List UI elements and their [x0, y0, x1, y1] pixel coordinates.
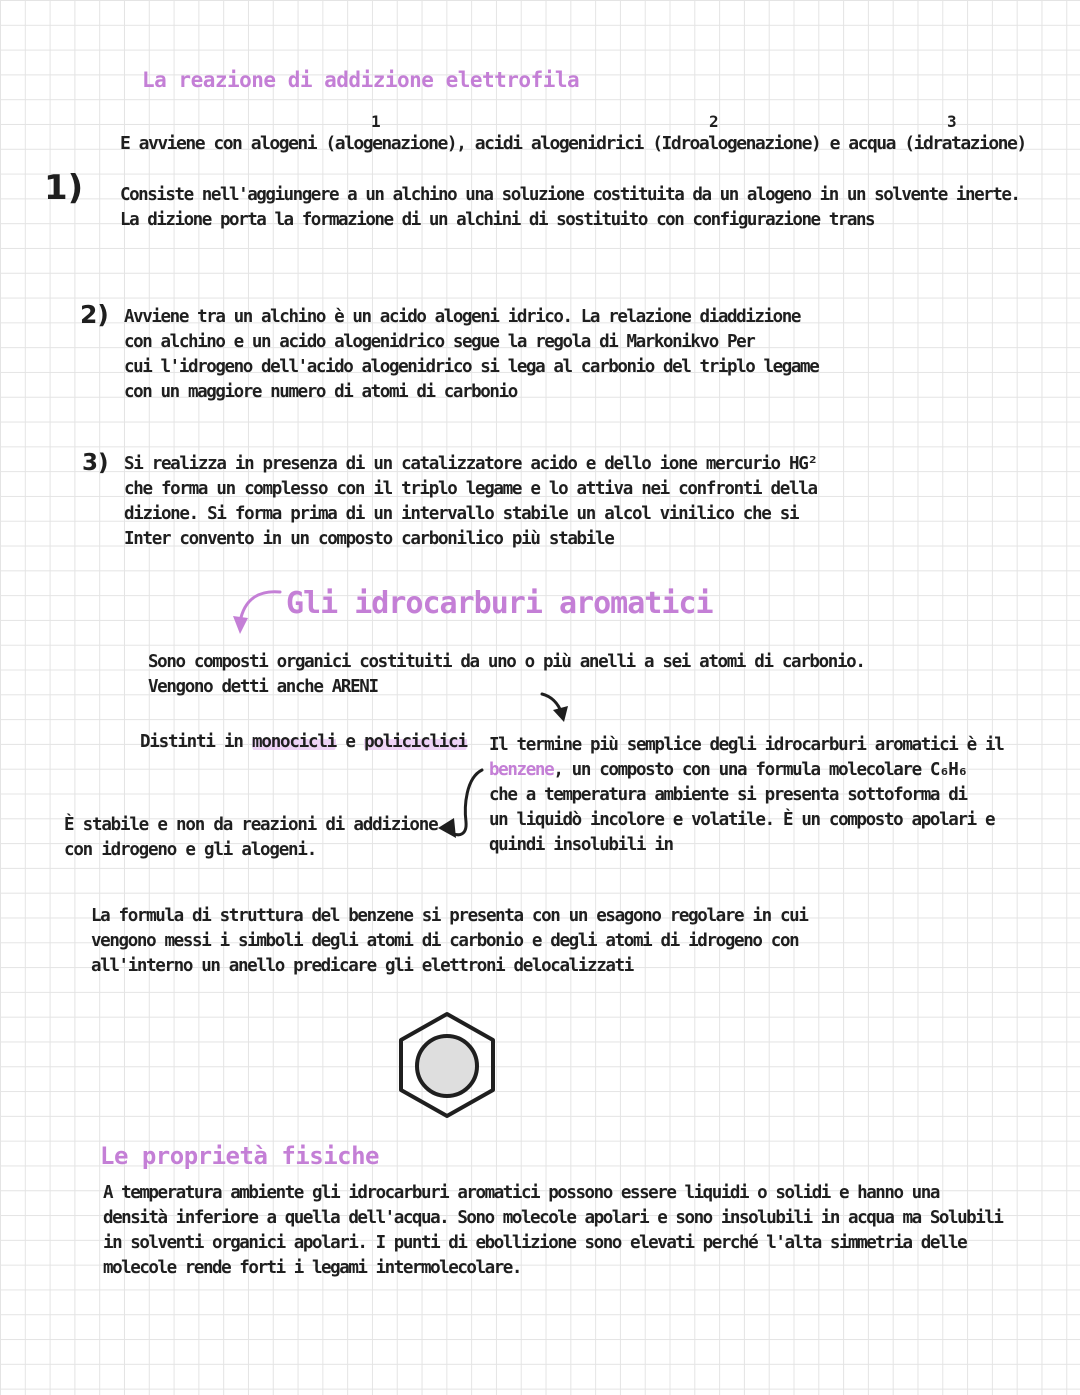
distinti-prefix: Distinti in: [140, 732, 243, 752]
formula-line: all'interno un anello predicare gli elettroni delocalizzati: [91, 956, 633, 976]
section-title-physical-properties: Le proprietà fisiche: [100, 1142, 379, 1170]
arrow-down-icon: [538, 688, 574, 728]
physical-line: in solventi organici apolari. I punti di ebollizione sono elevati perché l'alta simmetria delle: [103, 1233, 967, 1253]
physical-properties-paragraph: [103, 1181, 1003, 1281]
item-3-line: dizione. Si forma prima di un intervallo stabile un alcol vinilico che si: [124, 504, 799, 524]
item-3-text: [124, 452, 817, 552]
item-2-text: [124, 305, 818, 405]
benzene-line: che a temperatura ambiente si presenta sottoforma di: [489, 785, 967, 805]
intro-paragraph: E avviene con alogeni (alogenazione), acidi alogenidrici (Idroalogenazione) e acqua (idratazione): [120, 133, 1026, 154]
physical-line: densità inferiore a quella dell'acqua. Sono molecole apolari e sono insolubili in acqua ma Solubili: [103, 1208, 1003, 1228]
item-number-1: 1): [44, 168, 84, 208]
item-1-text: [120, 183, 1020, 233]
benzene-ring-icon: [395, 1010, 499, 1118]
stability-line: con idrogeno e gli alogeni.: [64, 840, 317, 860]
item-2-line: cui l'idrogeno dell'acido alogenidrico si lega al carbonio del triplo legame: [124, 357, 819, 377]
item-2-line: con alchino e un acido alogenidrico segue la regola di Markonikvo Per: [124, 332, 755, 352]
distinti-line: [140, 730, 467, 755]
formula-line: vengono messi i simboli degli atomi di carbonio e degli atomi di idrogeno con: [91, 931, 799, 951]
formula-paragraph: [91, 904, 808, 979]
benzene-paragraph: [489, 733, 1003, 858]
aromatic-intro: [148, 650, 865, 700]
monocicli-highlight: monocicli: [252, 732, 337, 752]
item-3-line: Inter convento in un composto carbonilico più stabile: [124, 529, 614, 549]
benzene-line: Il termine più semplice degli idrocarburi aromatici è il: [489, 735, 1004, 755]
benzene-word: benzene: [489, 760, 554, 780]
and-word: e: [345, 732, 355, 752]
curved-arrow-icon: [228, 586, 288, 642]
marker-2: 2: [709, 112, 719, 131]
stability-line: È stabile e non da reazioni di addizione: [64, 815, 438, 835]
item-2-line: con un maggiore numero di atomi di carbonio: [124, 382, 517, 402]
benzene-line: quindi insolubili in: [489, 835, 673, 855]
aromatic-intro-line: Vengono detti anche ARENI: [148, 677, 378, 697]
physical-line: molecole rende forti i legami intermolecolare.: [103, 1258, 521, 1278]
aromatic-intro-line: Sono composti organici costituiti da uno o più anelli a sei atomi di carbonio.: [148, 652, 865, 672]
benzene-formula-text: , un composto con una formula molecolare C₆H₆: [553, 760, 967, 780]
item-1-line: La dizione porta la formazione di un alchini di sostituito con configurazione trans: [120, 210, 875, 230]
policiclici-highlight: policiclici: [364, 732, 467, 752]
item-2-line: Avviene tra un alchino è un acido alogeni idrico. La relazione diaddizione: [124, 307, 801, 327]
section-title-electrophilic-addition: La reazione di addizione elettrofila: [142, 68, 580, 92]
item-number-2: 2): [80, 300, 109, 329]
item-number-3: 3): [82, 450, 109, 476]
curved-arrow-left-icon: [430, 766, 490, 850]
marker-3: 3: [947, 112, 957, 131]
benzene-line: un liquidò incolore e volatile. È un composto apolari e: [489, 810, 995, 830]
formula-line: La formula di struttura del benzene si presenta con un esagono regolare in cui: [91, 906, 808, 926]
item-3-line: che forma un complesso con il triplo legame e lo attiva nei confronti della: [124, 479, 817, 499]
physical-line: A temperatura ambiente gli idrocarburi aromatici possono essere liquidi o solidi e hanno una: [103, 1183, 939, 1203]
marker-1: 1: [371, 112, 381, 131]
item-1-line: Consiste nell'aggiungere a un alchino una soluzione costituita da un alogeno in un solvente inerte.: [120, 185, 1020, 205]
item-3-line: Si realizza in presenza di un catalizzatore acido e dello ione mercurio HG²: [124, 454, 817, 474]
section-title-aromatic-hydrocarbons: Gli idrocarburi aromatici: [286, 586, 713, 621]
benzene-line: [489, 758, 1003, 783]
stability-note: [64, 813, 437, 863]
